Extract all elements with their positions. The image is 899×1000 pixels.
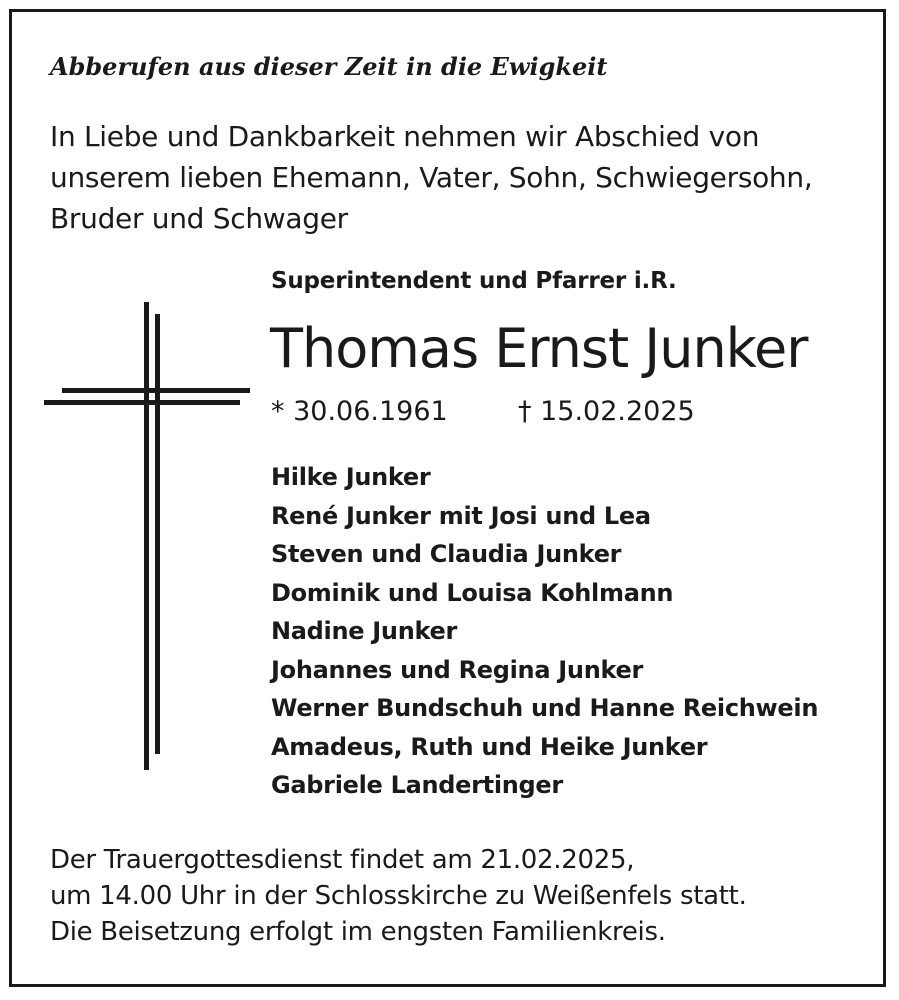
service-line: Die Beisetzung erfolgt im engsten Familienkreis.	[50, 917, 666, 947]
mourner-name: Johannes und Regina Junker	[271, 655, 644, 684]
mourner-name: Werner Bundschuh und Hanne Reichwein	[271, 694, 819, 722]
deceased-name: Thomas Ernst Junker	[270, 317, 808, 380]
deceased-title: Superintendent und Pfarrer i.R.	[271, 268, 677, 294]
mourner-name: Amadeus, Ruth und Heike Junker	[271, 732, 708, 761]
service-line: um 14.00 Uhr in der Schlosskirche zu Weißenfels statt.	[50, 881, 747, 911]
intro-line: In Liebe und Dankbarkeit nehmen wir Abschied von	[50, 120, 760, 153]
intro-line: Bruder und Schwager	[50, 202, 348, 235]
mourner-name: Nadine Junker	[271, 617, 458, 645]
life-dates	[271, 394, 695, 430]
mourner-name: Dominik und Louisa Kohlmann	[271, 578, 674, 607]
mourner-name: Gabriele Landertinger	[271, 771, 563, 799]
cross-icon	[44, 302, 254, 774]
intro-text	[50, 116, 870, 239]
birth-date: * 30.06.1961	[271, 396, 448, 427]
service-line: Der Trauergottesdienst findet am 21.02.2025,	[50, 845, 635, 875]
service-info	[50, 842, 747, 950]
death-date: † 15.02.2025	[518, 396, 695, 427]
mourner-name: Steven und Claudia Junker	[271, 540, 622, 568]
mourner-name: Hilke Junker	[271, 463, 431, 491]
motto-heading: Abberufen aus dieser Zeit in die Ewigkeit	[50, 52, 608, 81]
intro-line: unserem lieben Ehemann, Vater, Sohn, Schwiegersohn,	[50, 161, 813, 194]
mourner-name: René Junker mit Josi und Lea	[271, 501, 651, 530]
mourners-list	[271, 458, 818, 805]
